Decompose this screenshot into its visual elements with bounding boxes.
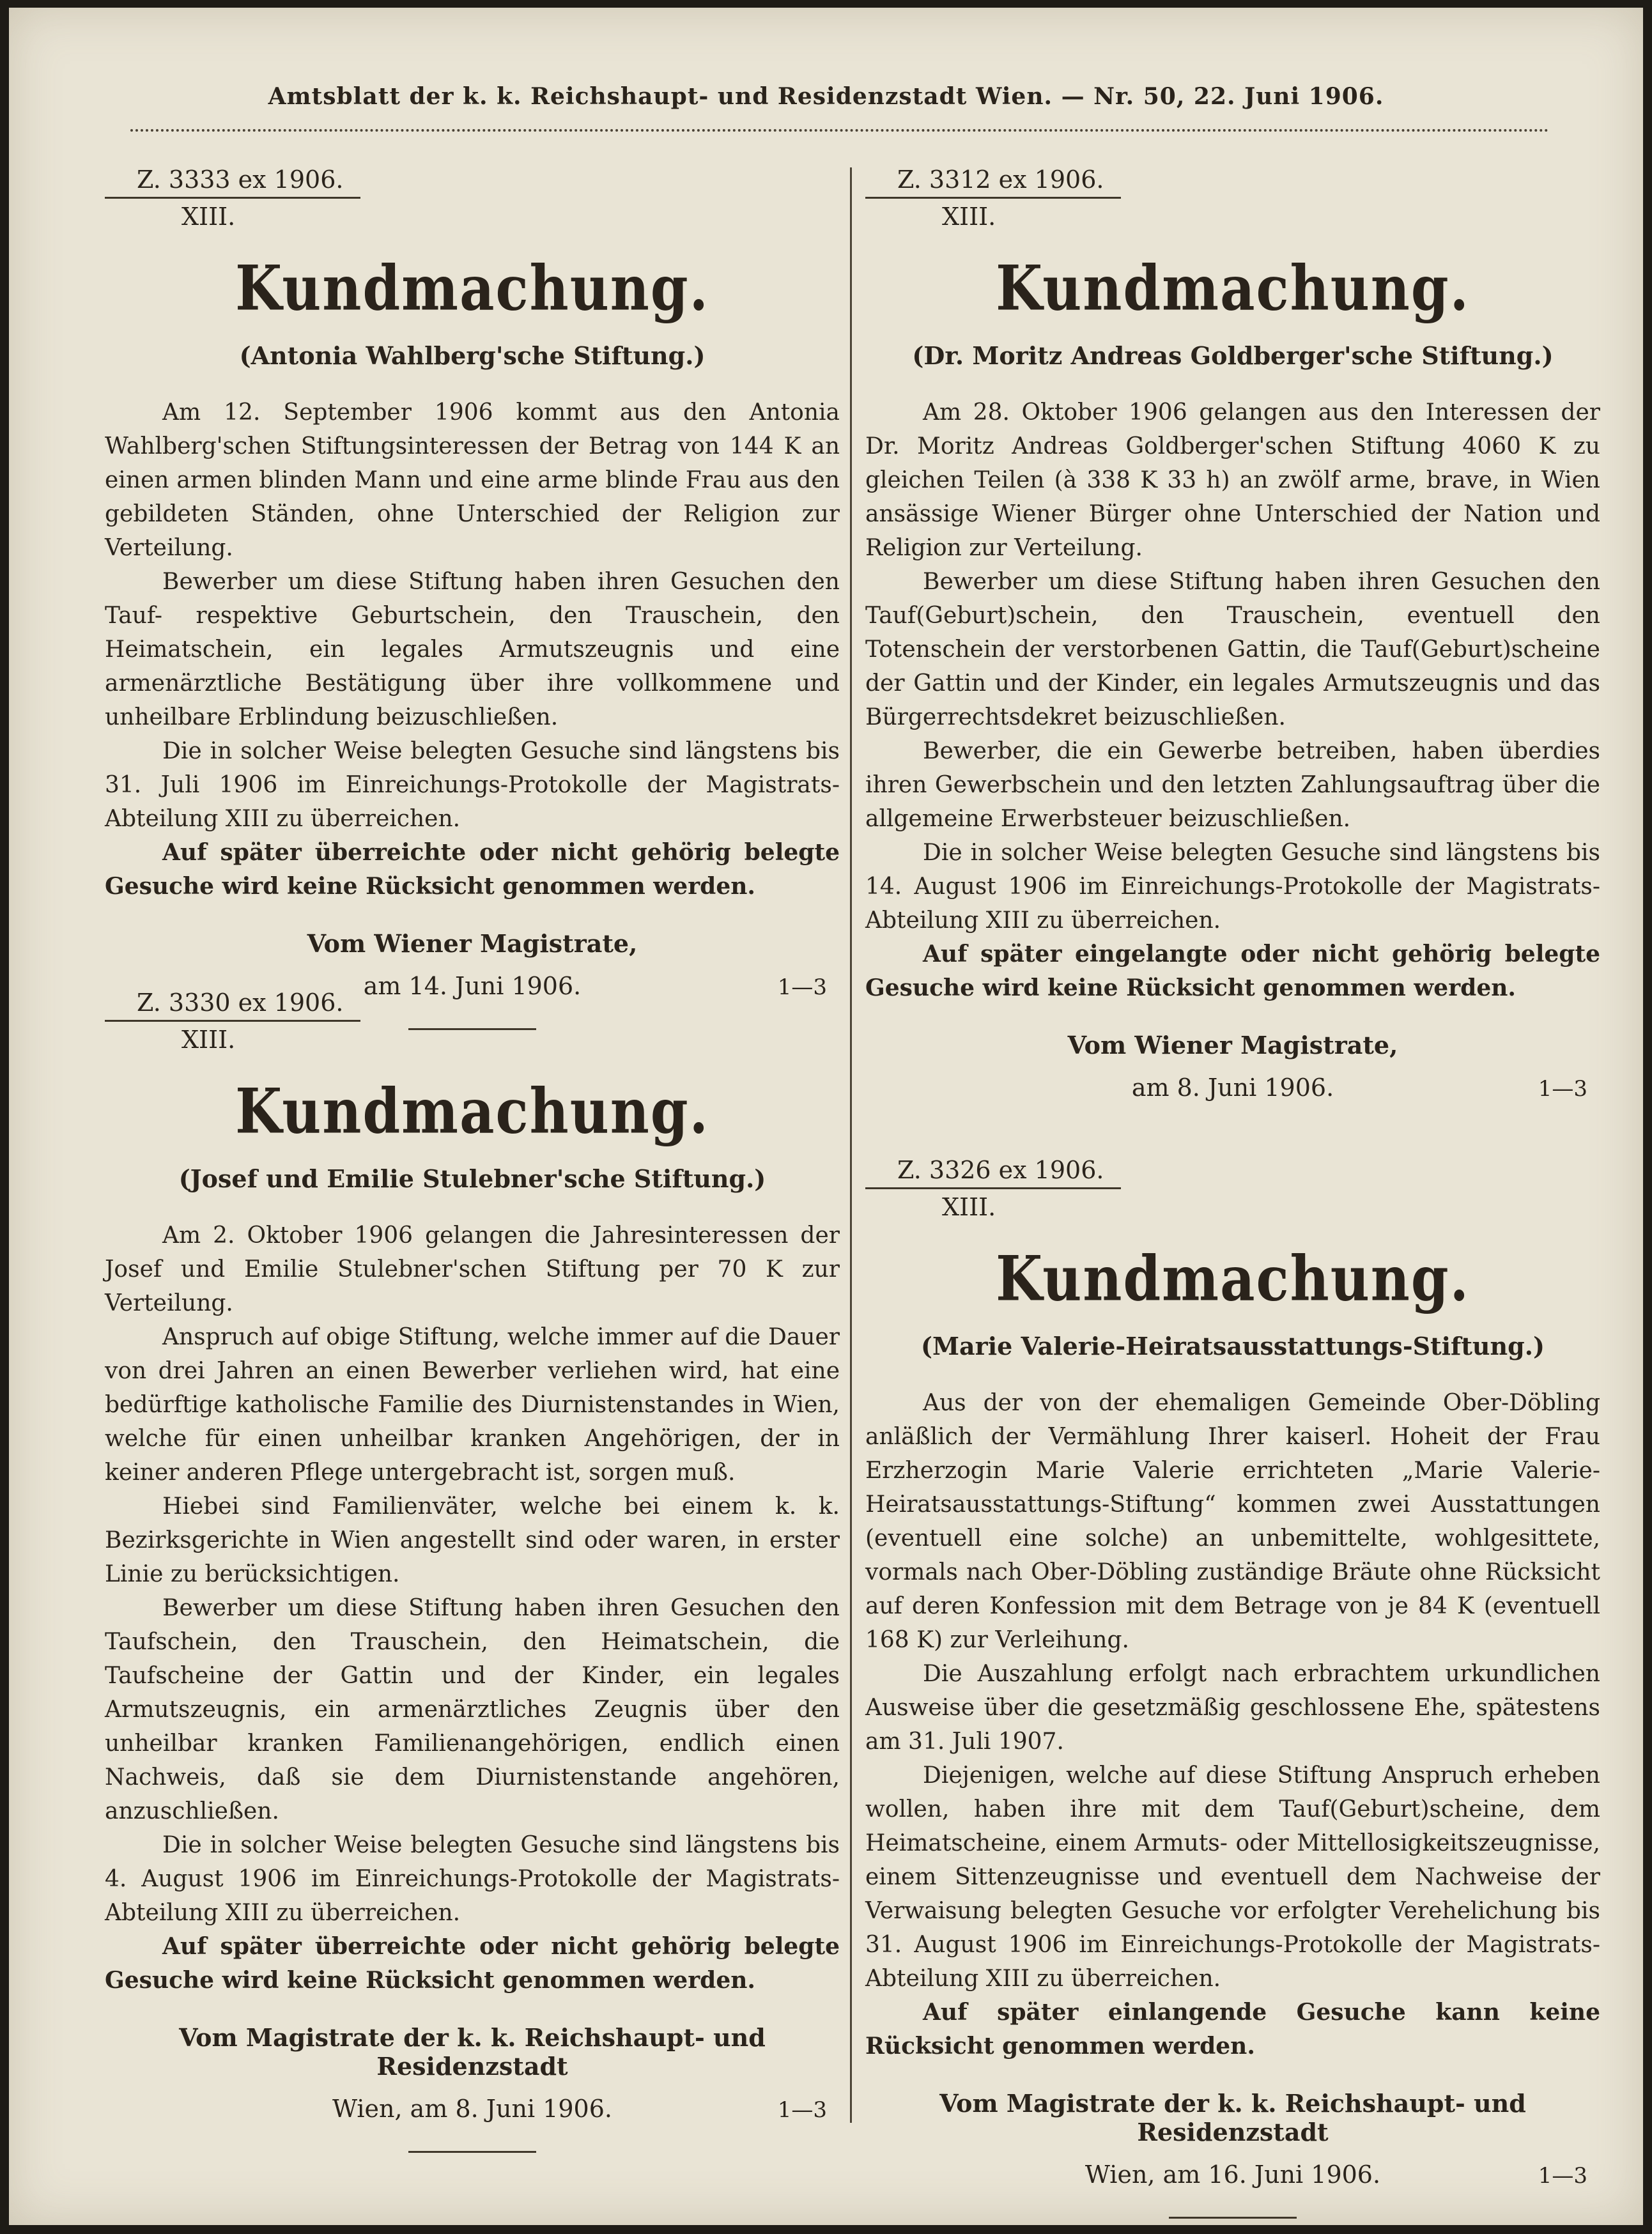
notice-title: Kundmachung. bbox=[235, 251, 709, 325]
notice-ref: Z. 3312 ex 1906. bbox=[897, 166, 1104, 194]
notice-count: 1—3 bbox=[1538, 1076, 1587, 1102]
notice-date: Wien, am 8. Juni 1906. bbox=[332, 2095, 612, 2123]
ref-rule bbox=[865, 197, 1121, 199]
notice-antonia-wahlberg bbox=[105, 167, 840, 1030]
ref-rule bbox=[105, 1020, 360, 1022]
notice-date: Wien, am 16. Juni 1906. bbox=[1085, 2161, 1381, 2189]
notice-end-rule bbox=[1169, 2217, 1297, 2219]
notice-paragraph: Die Auszahlung erfolgt nach erbrachtem urkundlichen Ausweise über die gesetzmäßig geschlossene Ehe, spätestens am 31. Juli 1907. bbox=[865, 1661, 1600, 1755]
notice-section: XIII. bbox=[181, 1026, 236, 1054]
notice-title: Kundmachung. bbox=[996, 1242, 1470, 1315]
notice-paragraph: Am 28. Oktober 1906 gelangen aus den Interessen der Dr. Moritz Andreas Goldberger'schen Stiftung 4060 K zu gleichen Teilen (à 338 K 33 h) an zwölf arme, brave, in Wien ansässige Wiener Bürger ohne Unterschied der Nation und Religion zur Verteilung. bbox=[865, 399, 1600, 561]
notice-ref: Z. 3333 ex 1906. bbox=[137, 166, 344, 194]
notice-marie-valerie bbox=[865, 1158, 1600, 2219]
notice-paragraph: Diejenigen, welche auf diese Stiftung Anspruch erheben wollen, haben ihre mit dem Tauf(Geburt)scheine, dem Heimatscheine, einem Armuts- oder Mittellosigkeitszeugnisse, einem Sittenzeugnisse und eventuell dem Nachweise der Verwaisung belegten Gesuche vor erfolgter Verehelichung bis 31. August 1906 im Einreichungs-Protokolle der Magistrats-Abteilung XIII zu überreichen. bbox=[865, 1762, 1600, 1992]
notice-ref: Z. 3330 ex 1906. bbox=[137, 989, 344, 1017]
notice-count: 1—3 bbox=[777, 974, 827, 1000]
notice-paragraph: Die in solcher Weise belegten Gesuche sind längstens bis 31. Juli 1906 im Einreichungs-Protokolle der Magistrats-Abteilung XIII zu überreichen. bbox=[105, 738, 840, 832]
notice-paragraph: Anspruch auf obige Stiftung, welche immer auf die Dauer von drei Jahren an einen Bewerber verliehen wird, hat eine bedürftige katholische Familie des Diurnistenstandes in Wien, welche für einen unheilbar kranken Angehörigen, der in keiner anderen Pflege untergebracht ist, sorgen muß. bbox=[105, 1324, 840, 1486]
ref-rule bbox=[105, 197, 360, 199]
notice-paragraph: Hiebei sind Familienväter, welche bei einem k. k. Bezirksgerichte in Wien angestellt sind oder waren, in erster Linie zu berücksichtigen. bbox=[105, 1493, 840, 1587]
notice-paragraph: Am 12. September 1906 kommt aus den Antonia Wahlberg'schen Stiftungsinteressen der Betrag von 144 K an einen armen blinden Mann und eine arme blinde Frau aus den gebildeten Ständen, ohne Unterschied der Religion zur Verteilung. bbox=[105, 399, 840, 561]
notice-subtitle: (Dr. Moritz Andreas Goldberger'sche Stiftung.) bbox=[912, 341, 1554, 370]
notice-bold-paragraph: Auf später überreichte oder nicht gehörig belegte Gesuche wird keine Rücksicht genommen werden. bbox=[105, 1933, 840, 1994]
notice-signoff: Vom Wiener Magistrate, bbox=[1067, 1031, 1398, 1059]
notice-section: XIII. bbox=[942, 1193, 996, 1221]
notice-paragraph: Bewerber um diese Stiftung haben ihren Gesuchen den Tauf- respektive Geburtschein, den Trauschein, den Heimatschein, ein legales Armutszeugnis und eine armenärztliche Bestätigung über ihre vollkommene und unheilbare Erblindung beizuschließen. bbox=[105, 569, 840, 730]
notice-dateline bbox=[865, 1074, 1600, 1102]
notice-bold-paragraph: Auf später eingelangte oder nicht gehörig belegte Gesuche wird keine Rücksicht genommen werden. bbox=[865, 941, 1600, 1001]
notice-count: 1—3 bbox=[1538, 2163, 1587, 2189]
notice-bold-paragraph: Auf später einlangende Gesuche kann keine Rücksicht genommen werden. bbox=[865, 1999, 1600, 2060]
notice-date: am 14. Juni 1906. bbox=[363, 972, 582, 1000]
notice-signoff: Vom Magistrate der k. k. Reichshaupt- und Residenzstadt bbox=[939, 2089, 1526, 2146]
notice-dateline bbox=[865, 2161, 1600, 2189]
notice-paragraph: Die in solcher Weise belegten Gesuche sind längstens bis 4. August 1906 im Einreichungs-Protokolle der Magistrats-Abteilung XIII zu überreichen. bbox=[105, 1832, 840, 1926]
ref-rule bbox=[865, 1187, 1121, 1189]
notice-section: XIII. bbox=[181, 203, 236, 231]
header-rule bbox=[130, 129, 1549, 132]
notice-bold-paragraph: Auf später überreichte oder nicht gehörig belegte Gesuche wird keine Rücksicht genommen werden. bbox=[105, 839, 840, 900]
notice-paragraph: Bewerber, die ein Gewerbe betreiben, haben überdies ihren Gewerbschein und den letzten Zahlungsauftrag über die allgemeine Erwerbsteuer beizuschließen. bbox=[865, 738, 1600, 832]
notice-stulebner bbox=[105, 990, 840, 2153]
notice-paragraph: Aus der von der ehemaligen Gemeinde Ober-Döbling anläßlich der Vermählung Ihrer kaiserl. Hoheit der Frau Erzherzogin Marie Valerie errichteten „Marie Valerie-Heiratsausstattungs-Stiftung“ kommen zwei Ausstattungen (eventuell eine solche) an unbemittelte, wohlgesittete, vormals nach Ober-Döbling zuständige Bräute ohne Rücksicht auf deren Konfession mit dem Betrage von je 84 K (eventuell 168 K) zur Verleihung. bbox=[865, 1390, 1600, 1653]
notice-paragraph: Bewerber um diese Stiftung haben ihren Gesuchen den Taufschein, den Trauschein, den Heimatschein, die Taufscheine der Gattin und der Kinder, ein legales Armutszeugnis, ein armenärztliches Zeugnis über den unheilbar kranken Familienangehörigen, endlich einen Nachweis, daß sie dem Diurnistenstande angehören, anzuschließen. bbox=[105, 1595, 840, 1824]
notice-signoff: Vom Magistrate der k. k. Reichshaupt- und Residenzstadt bbox=[179, 2023, 766, 2081]
page-header: Amtsblatt der k. k. Reichshaupt- und Residenzstadt Wien. — Nr. 50, 22. Juni 1906. bbox=[268, 83, 1384, 110]
notice-subtitle: (Josef und Emilie Stulebner'sche Stiftung.) bbox=[178, 1164, 766, 1193]
newspaper-page bbox=[9, 8, 1643, 2225]
notice-subtitle: (Marie Valerie-Heiratsausstattungs-Stiftung.) bbox=[921, 1332, 1545, 1360]
notice-paragraph: Bewerber um diese Stiftung haben ihren Gesuchen den Tauf(Geburt)schein, den Trauschein, eventuell den Totenschein der verstorbenen Gattin, die Tauf(Geburt)scheine der Gattin und der Kinder, ein legales Armutszeugnis und das Bürgerrechtsdekret beizuschließen. bbox=[865, 569, 1600, 730]
notice-signoff: Vom Wiener Magistrate, bbox=[307, 929, 638, 958]
notice-ref: Z. 3326 ex 1906. bbox=[897, 1156, 1104, 1184]
notice-count: 1—3 bbox=[777, 2097, 827, 2123]
notice-date: am 8. Juni 1906. bbox=[1131, 1074, 1334, 1102]
notice-end-rule bbox=[408, 2151, 536, 2153]
notice-subtitle: (Antonia Wahlberg'sche Stiftung.) bbox=[239, 341, 706, 370]
notice-goldberger bbox=[865, 167, 1600, 1102]
notice-title: Kundmachung. bbox=[996, 251, 1470, 325]
notice-section: XIII. bbox=[942, 203, 996, 231]
notice-title: Kundmachung. bbox=[235, 1074, 709, 1148]
notice-dateline bbox=[105, 2095, 840, 2123]
notice-paragraph: Am 2. Oktober 1906 gelangen die Jahresinteressen der Josef und Emilie Stulebner'schen Stiftung per 70 K zur Verteilung. bbox=[105, 1222, 840, 1316]
column-divider bbox=[850, 167, 852, 2123]
notice-paragraph: Die in solcher Weise belegten Gesuche sind längstens bis 14. August 1906 im Einreichungs-Protokolle der Magistrats-Abteilung XIII zu überreichen. bbox=[865, 840, 1600, 934]
